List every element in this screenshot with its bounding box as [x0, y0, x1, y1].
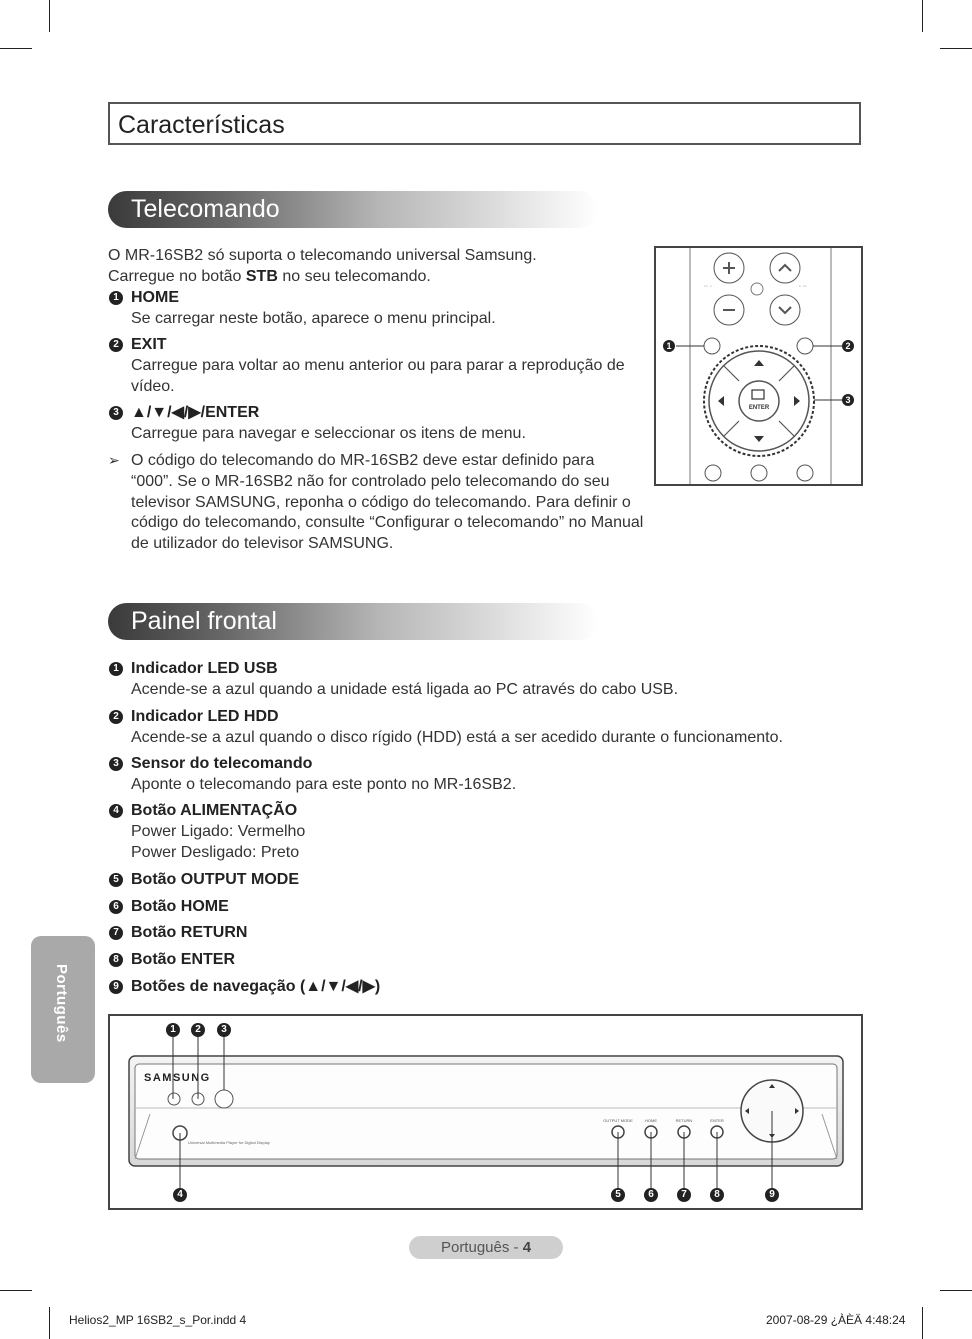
section-heading-text: Painel frontal: [131, 607, 277, 635]
remote-intro-line1: O MR-16SB2 só suporta o telecomando universal Samsung.: [108, 247, 537, 264]
callout-number: 6: [109, 900, 123, 914]
callout-number: 7: [109, 926, 123, 940]
exit-button-icon: [797, 338, 813, 354]
front-item-desc: Acende-se a azul quando a unidade está ligada ao PC através do cabo USB.: [131, 681, 679, 698]
front-small-text: Universal Multimedia Player for Digital Display: [188, 1140, 270, 1145]
language-side-tab: [31, 936, 95, 1083]
callout-number: 3: [109, 406, 123, 420]
callout-number: 1: [109, 291, 123, 305]
remote-item-desc: Carregue para voltar ao menu anterior ou para parar a reprodução de: [131, 357, 625, 374]
front-item-title: Botão HOME: [131, 898, 229, 915]
remote-intro-line2: Carregue no botão STB no seu telecomando.: [108, 268, 431, 285]
note-line: de utilizador do televisor SAMSUNG.: [131, 535, 394, 552]
callout-number: 2: [191, 1023, 205, 1037]
page-lang: Português -: [440, 1239, 523, 1256]
callout-number: 4: [109, 804, 123, 818]
callout-number: 3: [217, 1023, 231, 1037]
callout-number: 5: [611, 1188, 625, 1202]
crop-mark: [940, 1290, 972, 1291]
front-item-title: Botões de navegação (▲/▼/◀/▶): [131, 978, 381, 995]
section-heading-text: Telecomando: [131, 195, 280, 223]
front-item-title: Botão RETURN: [131, 924, 248, 941]
button-label: ENTER: [710, 1118, 724, 1123]
front-panel-illustration: [110, 1016, 861, 1208]
front-item-desc: Power Desligado: Preto: [131, 844, 300, 861]
enter-text: ENTER: [748, 405, 770, 411]
callout-number: 9: [109, 980, 123, 994]
remote-sensor-icon: [215, 1090, 233, 1108]
crop-mark: [922, 0, 923, 32]
crop-mark: [922, 1307, 923, 1339]
callout-number: 2: [109, 710, 123, 724]
front-item-title: Botão ENTER: [131, 951, 235, 968]
page-number-pill: [409, 1236, 563, 1259]
channel-down-icon: [770, 295, 800, 325]
callout-number: 7: [677, 1188, 691, 1202]
remote-item-title: ▲/▼/◀/▶/ENTER: [131, 404, 260, 421]
callout-number: 8: [109, 953, 123, 967]
home-button-icon: [704, 338, 720, 354]
callout-number: 1: [166, 1023, 180, 1037]
channel-up-icon: [770, 253, 800, 283]
callout-number: 9: [765, 1188, 779, 1202]
front-panel-figure: [108, 1014, 863, 1210]
callout-number: 1: [663, 340, 675, 352]
mute-icon: [751, 283, 763, 295]
svg-text:◦ ◦◦: ◦ ◦◦: [799, 284, 808, 290]
note-line: O código do telecomando do MR-16SB2 deve estar definido para: [131, 452, 595, 469]
callout-number: 6: [644, 1188, 658, 1202]
remote-item-desc: vídeo.: [131, 378, 175, 395]
button-label: OUTPUT MODE: [603, 1118, 633, 1123]
remote-illustration: [656, 248, 861, 484]
print-slug-right: 2007-08-29 ¿ÀÈÄ 4:48:24: [766, 1313, 906, 1327]
crop-mark: [49, 0, 50, 32]
callout-number: 1: [109, 662, 123, 676]
callout-number: 8: [710, 1188, 724, 1202]
button-label: HOME: [645, 1118, 657, 1123]
section-heading-painel-frontal: [108, 603, 598, 640]
callout-number: 4: [173, 1188, 187, 1202]
callout-number: 2: [842, 340, 854, 352]
crop-mark: [49, 1307, 50, 1339]
front-item-title: Indicador LED USB: [131, 660, 278, 677]
callout-number: 3: [109, 757, 123, 771]
crop-mark: [940, 48, 972, 49]
front-item-title: Indicador LED HDD: [131, 708, 279, 725]
front-item-desc: Aponte o telecomando para este ponto no MR-16SB2.: [131, 776, 517, 793]
remote-item-title: HOME: [131, 289, 179, 306]
page-number: 4: [522, 1239, 532, 1256]
remote-figure: [654, 246, 863, 486]
usb-led-icon: [168, 1093, 180, 1105]
svg-text:◦◦ ◦: ◦◦ ◦: [704, 284, 713, 290]
page-title: Características: [118, 111, 285, 139]
front-item-desc: Acende-se a azul quando o disco rígido (HDD) está a ser acedido durante o funcionamento.: [131, 729, 783, 746]
note-line: código do telecomando, consulte “Configurar o telecomando” no Manual: [131, 514, 644, 531]
note-arrow-icon: ➢: [108, 452, 120, 468]
remote-item-desc: Se carregar neste botão, aparece o menu principal.: [131, 310, 496, 327]
front-item-desc: Power Ligado: Vermelho: [131, 823, 306, 840]
callout-number: 2: [109, 338, 123, 352]
button-label: RETURN: [675, 1118, 693, 1123]
note-line: “000”. Se o MR-16SB2 não for controlado pelo telecomando do seu: [131, 473, 610, 490]
crop-mark: [0, 1290, 32, 1291]
note-line: televisor SAMSUNG, reponha o código do telecomando. Para definir o: [131, 494, 631, 511]
samsung-logo: SAMSUNG: [144, 1072, 211, 1084]
print-slug-left: Helios2_MP 16SB2_s_Por.indd 4: [69, 1313, 247, 1327]
page-title-box: [108, 102, 861, 145]
front-item-title: Sensor do telecomando: [131, 755, 313, 772]
section-heading-telecomando: [108, 191, 598, 228]
language-side-tab-label: Português: [53, 964, 70, 1043]
callout-number: 5: [109, 873, 123, 887]
remote-item-desc: Carregue para navegar e seleccionar os itens de menu.: [131, 425, 526, 442]
enter-button-icon: [739, 381, 779, 421]
callout-number: 3: [842, 394, 854, 406]
front-item-title: Botão OUTPUT MODE: [131, 871, 299, 888]
front-item-title: Botão ALIMENTAÇÃO: [131, 802, 298, 819]
remote-item-title: EXIT: [131, 336, 167, 353]
crop-mark: [0, 48, 32, 49]
